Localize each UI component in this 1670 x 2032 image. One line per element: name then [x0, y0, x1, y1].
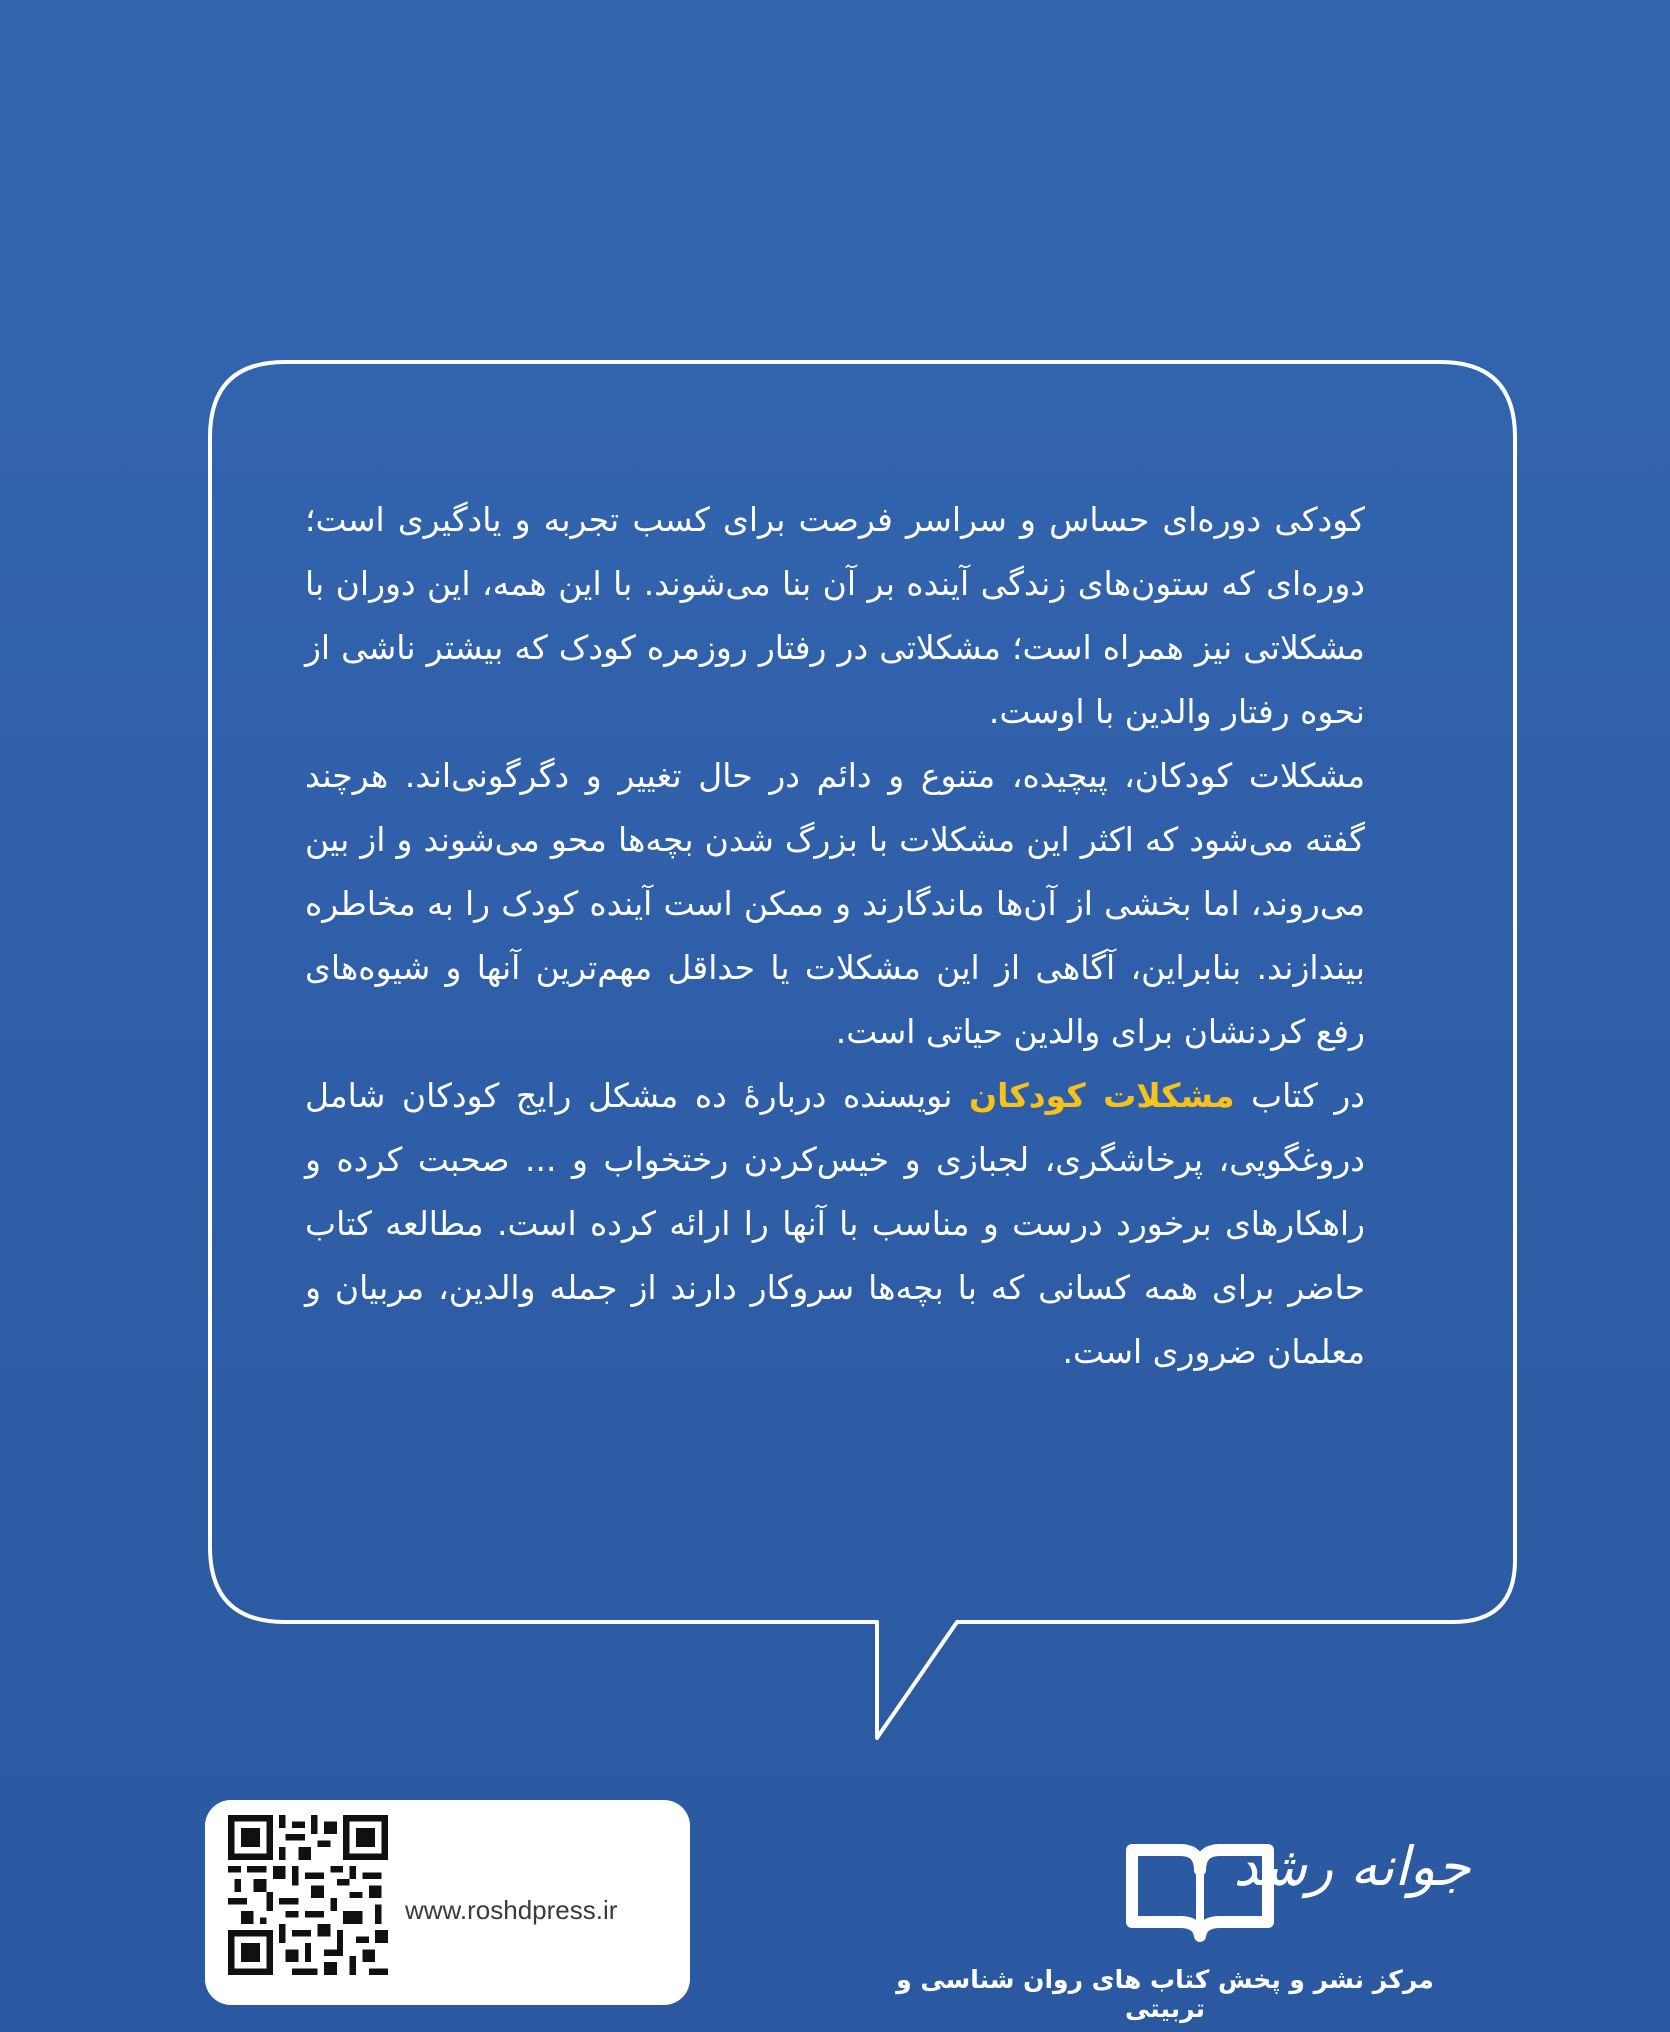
book-title-highlight: مشکلات کودکان [968, 1076, 1235, 1115]
paragraph-problems: مشکلات کودکان، پیچیده، متنوع و دائم در حال تغییر و دگرگونی‌اند. هرچند گفته می‌شود که اکثر این مشکلات با بزرگ شدن بچه‌ها محو می‌شوند و از بین می‌روند، اما بخشی از آن‌ها ماندگارند و ممکن است آینده کودک را به مخاطره بیندازند. بنابراین، آگاهی از این مشکلات یا حداقل مهم‌ترین آنها و شیوه‌های رفع کردنشان برای والدین حیاتی است. [305, 756, 1365, 1051]
logo-wordmark: جوانه رشد [1233, 1835, 1471, 1898]
qr-code-icon [228, 1815, 388, 1975]
paragraph-book-summary [305, 1064, 1365, 1384]
open-book-logo-icon [1120, 1790, 1471, 1940]
website-url: www.roshdpress.ir [405, 1895, 618, 1925]
back-cover-description [305, 488, 1365, 1384]
publisher-tagline: مرکز نشر و پخش کتاب های روان شناسی و تربیتی [896, 1965, 1434, 2023]
paragraph-intro: کودکی دوره‌ای حساس و سراسر فرصت برای کسب تجربه و یادگیری است؛ دوره‌ای که ستون‌های زندگی آینده بر آن بنا می‌شوند. با این همه، این دوران با مشکلاتی نیز همراه است؛ مشکلاتی در رفتار روزمره کودک که بیشتر ناشی از نحوه رفتار والدین با اوست. [305, 500, 1365, 731]
summary-prefix: در کتاب [1234, 1076, 1365, 1115]
summary-rest: نویسنده دربارهٔ ده مشکل رایج کودکان شامل دروغگویی، پرخاشگری، لجبازی و خیس‌کردن رختخواب و ... صحبت کرده و راهکارهای برخورد درست و مناسب با آنها را ارائه کرده است. مطالعه کتاب حاضر برای همه کسانی که با بچه‌ها سروکار دارند از جمله والدین، مربیان و معلمان ضروری است. [305, 1076, 1365, 1371]
